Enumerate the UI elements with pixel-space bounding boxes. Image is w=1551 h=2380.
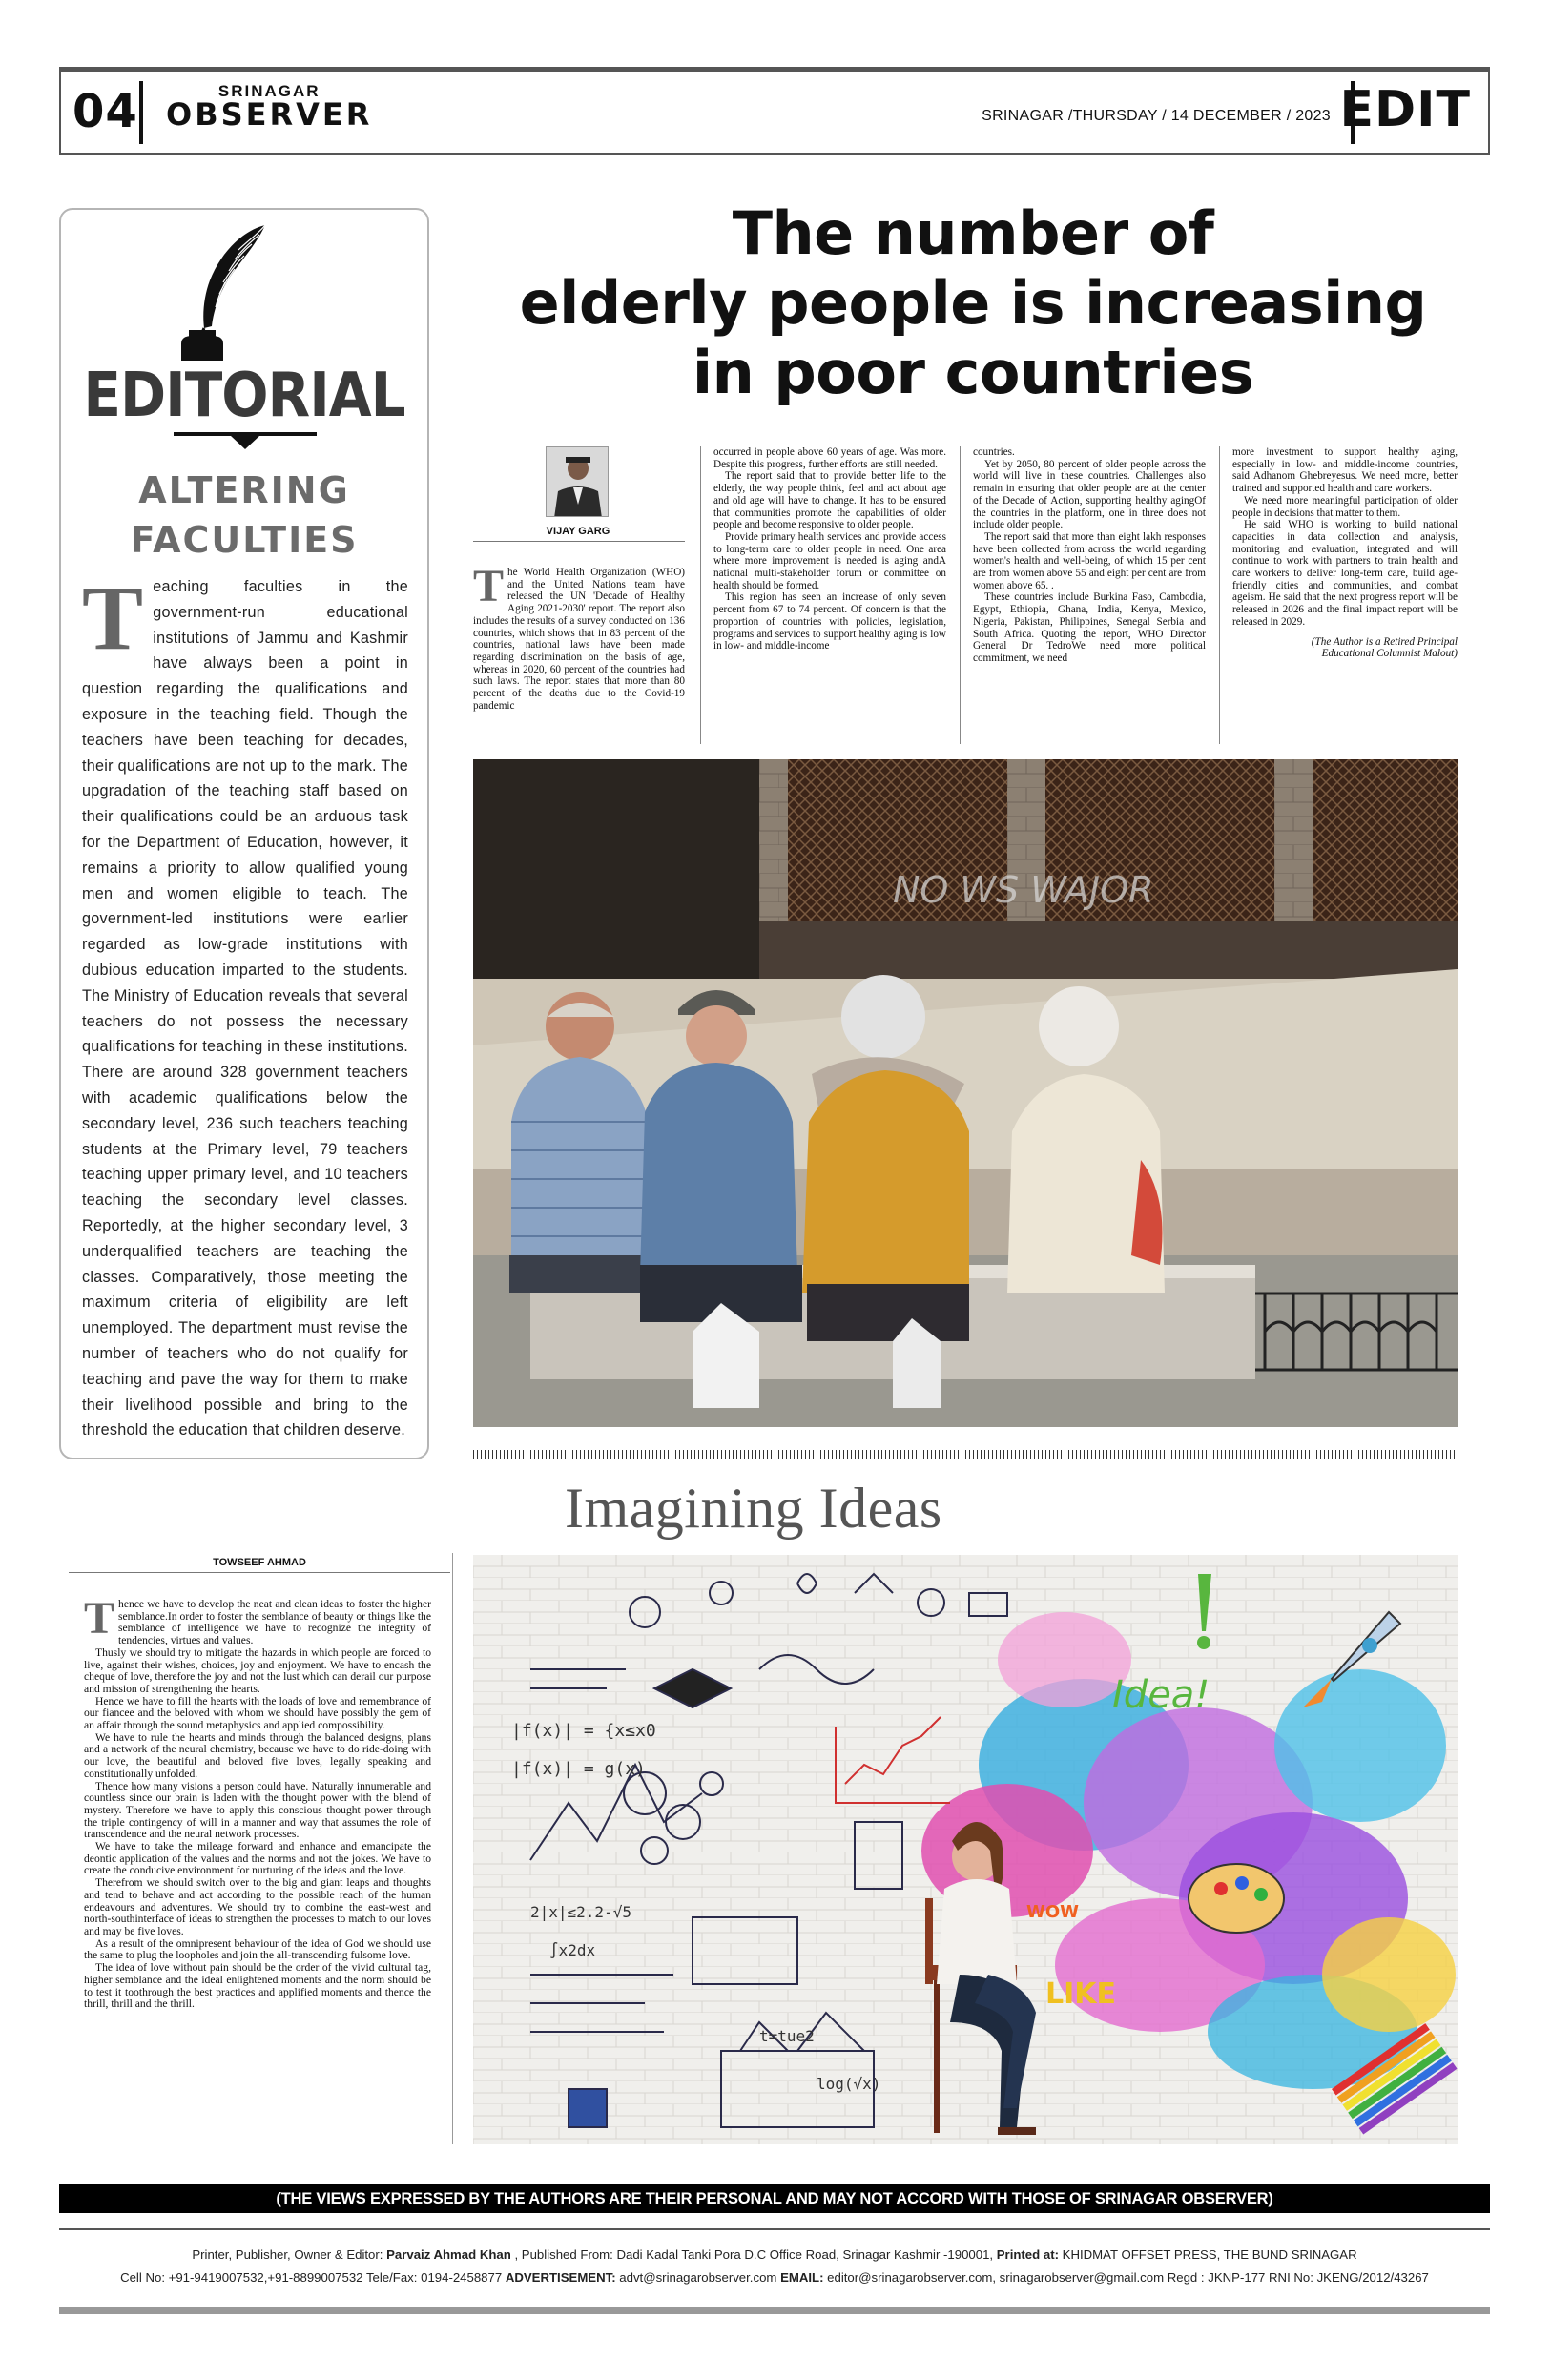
imagining-ideas-illustration: [473, 1555, 1458, 2144]
quill-inkpot-icon: [166, 221, 280, 364]
ideas-dropcap: T: [84, 1593, 115, 1644]
ideas-paragraph-text: hence we have to develop the neat and clean ideas to foster the higher semblance.In order to foster the semblance of beauty or things like the semblance of intelligence we have to recognize the integrity of tendencies, virtues and values.: [118, 1598, 431, 1647]
article-headline: [458, 198, 1488, 407]
article-dropcap: T: [473, 561, 505, 611]
formula-text: 2|x|≤2.2-√5: [530, 1903, 631, 1921]
ideas-paragraph: The idea of love without pain should be the order of the vivid cultural tag, higher semblance and the ideal enlightened moments and the norm should be to test it toothrough the best practices and applified moments and thence the thrill, thrill and the thrill.: [84, 1961, 431, 2011]
ideas-paragraph: We have to rule the hearts and minds through the balanced designs, plans and a network of the neural chemistry, because we have to do ride-doing with our love, the beautiful and beloved five loves, legally speaking and constitutionally unfolded.: [84, 1730, 431, 1780]
article-paragraph: He said WHO is working to build national capacities in data collection and analysis, monitoring and evaluation, integrated and will continue to work with partners to train health and care workers to deliver long-term care, build age-friendly cities and communities, and combat ageism. He said that the next progress report will be released in 2026 and the final impact report will be released in 2029.: [1232, 519, 1458, 628]
editorial-body: [82, 567, 408, 1443]
article-paragraph-text: he World Health Organization (WHO) and the United Nations team have released the UN 'Decade of Healthy Aging 2021-2030' report. The report also includes the results of a survey conducted on 136 countries, which shows that in 83 percent of the countries, national laws have been made regarding discrimination on the basis of age, whereas in 2020, 60 percent of the countries had such laws. The report states that more than 80 percent of the deaths due to the Covid-19 pandemic: [473, 567, 685, 712]
ideas-paragraph: [84, 1593, 431, 1647]
section-divider: [473, 1450, 1458, 1459]
headline-line1: The number of: [732, 198, 1214, 268]
imprint-text: KHIDMAT OFFSET PRESS, THE BUND SRINAGAR: [1058, 2247, 1357, 2262]
editorial-subtitle: [61, 466, 427, 565]
editorial-subtitle-line2: FACULTIES: [130, 519, 359, 561]
imprint-text: , Published From: Dadi Kadal Tanki Pora D.C Office Road, Srinagar Kashmir -190001,: [510, 2247, 997, 2262]
formula-text: t=tue2: [759, 2027, 815, 2045]
chevron-down-icon: [174, 432, 317, 449]
imprint: [59, 2244, 1490, 2289]
article-paragraph: These countries include Burkina Faso, Cambodia, Egypt, Ethiopia, Ghana, India, Kenya, Mexico, Nigeria, Pakistan, Philippines, Senegal Serbia and South Africa. Quoting the report, WHO Director General Dr TedroWe need more political commitment, we need: [973, 591, 1206, 664]
article-author: VIJAY GARG: [546, 526, 610, 537]
headline-line2: elderly people is increasing: [519, 268, 1427, 338]
column-rule: [1219, 446, 1220, 744]
wow-text: WOW: [1026, 1902, 1080, 1922]
imprint-label: Printed at:: [996, 2247, 1059, 2262]
imprint-label: EMAIL:: [780, 2270, 824, 2285]
imprint-line1: [59, 2244, 1490, 2266]
imprint-text: Printer, Publisher, Owner & Editor:: [192, 2247, 387, 2262]
idea-text: Idea!: [1112, 1673, 1210, 1717]
editorial-body-text: eaching faculties in the government-run educational institutions of Jammu and Kashmir have always been a point in question regarding the qualifications and exposure in the teaching field. Though the teachers have been teaching for decades, their qualifications are not up to the mark. The upgradation of the teaching staff based on their qualifications could be an arduous task for the Department of Education, however, it remains a priority to allow qualified young men and women eligible to teach. The government-led institutions were earlier regarded as low-grade institutions with dubious education imparted to the students. The Ministry of Education reveals that several teachers do not possess the necessary qualifications for teaching in these institutions. There are around 328 government teachers with academic qualifications below the secondary level, 236 such teachers teaching students at the Primary level, 79 teachers teaching upper primary level, and 10 teachers teaching the secondary level classes. Reportedly, at the higher secondary level, 3 underqualified teachers are teaching the classes. Comparatively, those meeting the maximum criteria of eligibility are left unemployed. The department must revise the number of teachers who do not qualify for teaching and pave the way for them to make their livelihood possible and bring to the threshold the education that children deserve.: [82, 578, 408, 1439]
section-label: EDIT: [1339, 81, 1471, 138]
author-note-line1: (The Author is a Retired Principal: [1311, 635, 1458, 648]
ideas-paragraph: Therefrom we should switch over to the big and giant leaps and thoughts and tend to behave and act according to the possible reach of the human endeavours and adventures. We should try to combine the east-west and north-southinterface of ideas to strengthen the processes to match to our loves and may be five loves.: [84, 1876, 431, 1937]
like-text: LIKE: [1045, 1977, 1117, 2011]
disclaimer-bar: (THE VIEWS EXPRESSED BY THE AUTHORS ARE THEIR PERSONAL AND MAY NOT ACCORD WITH THOSE OF SRINAGAR OBSERVER): [59, 2184, 1490, 2213]
ideas-column: [84, 1593, 431, 2011]
ideas-title: Imagining Ideas: [565, 1477, 942, 1540]
byline-rule: [69, 1572, 450, 1573]
imprint-text: advt@srinagarobserver.com: [615, 2270, 781, 2285]
dateline: SRINAGAR /THURSDAY / 14 DECEMBER / 2023: [982, 108, 1331, 124]
graffiti-text: NO WS WAJOR: [893, 869, 1154, 911]
column-rule: [960, 446, 961, 744]
editorial-dropcap: T: [82, 567, 144, 669]
imprint-text: editor@srinagarobserver.com, srinagarobserver@gmail.com Regd : JKNP-177 RNI No: JKENG/2012/43267: [823, 2270, 1429, 2285]
masthead-divider-left: [139, 81, 143, 144]
author-photo: [546, 446, 609, 517]
article-paragraph: This region has seen an increase of only seven percent from 67 to 74 percent. Of concern is that the proportion of countries with policies, legislation, programs and services to support healthy aging is low in low- and middle-income: [713, 591, 946, 652]
article-column-4: [1232, 446, 1458, 660]
footer-rule: [59, 2307, 1490, 2314]
editor-name: Parvaiz Ahmad Khan: [386, 2247, 511, 2262]
column-rule: [452, 1553, 453, 2144]
article-column-2: [713, 446, 946, 652]
formula-text: log(√x): [817, 2075, 881, 2093]
article-paragraph: [473, 561, 685, 712]
ideas-paragraph: Thusly we should try to mitigate the hazards in which people are forced to live, against their wishes, choices, joy and enjoyment. We have to encash the cheque of love, therefore the joy and not the lust which can derail our purpose and mission of strengthening the hearts.: [84, 1645, 431, 1695]
footer-rule: [59, 2228, 1490, 2230]
publication-logo: [166, 82, 373, 133]
masthead: [59, 67, 1490, 155]
column-rule: [700, 446, 701, 744]
author-note: [1232, 636, 1458, 660]
formula-text: |f(x)| = g(x): [511, 1759, 646, 1779]
article-paragraph: more investment to support healthy aging, especially in low- and middle-income countries, said Adhanom Ghebreyesus. We need more, better trained and supported health and care workers.: [1232, 446, 1458, 495]
article-paragraph: Yet by 2050, 80 percent of older people across the world will live in these countries. Challenges also remain in ensuring that older people are at the center of the Decade of Action, supporting healthy agingOf the countries in the platform, one in three does not include older people.: [973, 458, 1206, 531]
formula-text: ∫x2dx: [549, 1941, 596, 1959]
imprint-line2: [59, 2266, 1490, 2289]
imprint-label: ADVERTISEMENT:: [505, 2270, 616, 2285]
imprint-text: Cell No: +91-9419007532,+91-8899007532 Tele/Fax: 0194-2458877: [120, 2270, 506, 2285]
article-paragraph: countries.: [973, 446, 1015, 458]
byline-rule: [473, 541, 685, 542]
article-column-3: [973, 446, 1206, 665]
ideas-paragraph: Thence how many visions a person could have. Naturally innumerable and countless since our brain is laden with the thought power with the blend of mystery. Therefore we have to apply this conscious thought power through the triple contingency of will in a manner and way that assumes the role of transcendence and the neural network processes.: [84, 1779, 431, 1841]
article-paragraph: The report said that more than eight lakh responses have been collected from across the world regarding women's health and well-being, of which 15 per cent are from women above 55 and eight per cent are from women above 65. .: [973, 530, 1206, 591]
article-paragraph: We need more meaningful participation of older people in decisions that matter to them.: [1232, 494, 1458, 519]
editorial-title: EDITORIAL: [83, 359, 405, 431]
editorial-subtitle-line1: ALTERING: [138, 469, 350, 511]
page-number: 04: [72, 85, 138, 138]
ideas-paragraph: Hence we have to fill the hearts with the loads of love and remembrance of our fiancee and the beloved with whom we should have possibly the gem of an affair through the sound metaphysics and applied compossibility.: [84, 1694, 431, 1732]
ideas-author: TOWSEEF AHMAD: [213, 1557, 306, 1568]
publication-city: SRINAGAR: [217, 82, 321, 100]
editorial-box: [59, 208, 429, 1459]
author-note-line2: Educational Columnist Malout): [1321, 648, 1458, 660]
formula-text: |f(x)| = {x≤x0: [511, 1721, 656, 1741]
article-paragraph: The report said that to provide better life to the elderly, the way people think, feel and act about age and old age will have to change. It has to be ensured that communities promote the capabilities of older people and become responsive to older people.: [713, 470, 946, 531]
ideas-paragraph: We have to take the mileage forward and enhance and emancipate the deontic application of the values and the norms and not the jokes. We have to create the conducive environment for nurturing of the ideas and the love.: [84, 1840, 431, 1877]
article-paragraph: occurred in people above 60 years of age. Was more. Despite this progress, further efforts are still needed.: [713, 446, 946, 470]
ideas-paragraph: As a result of the omnipresent behaviour of the idea of God we should use the same to plug the loopholes and join the all-transcending fulsome love.: [84, 1936, 431, 1962]
article-column-1: [473, 561, 685, 712]
article-paragraph: Provide primary health services and provide access to long-term care to older people in need. One area where more improvement is needed is aging andA national multi-stakeholder forum or committee on health should be formed.: [713, 530, 946, 591]
publication-name: OBSERVER: [166, 96, 373, 133]
elderly-people-photo: [473, 759, 1458, 1427]
headline-line3: in poor countries: [692, 338, 1254, 407]
